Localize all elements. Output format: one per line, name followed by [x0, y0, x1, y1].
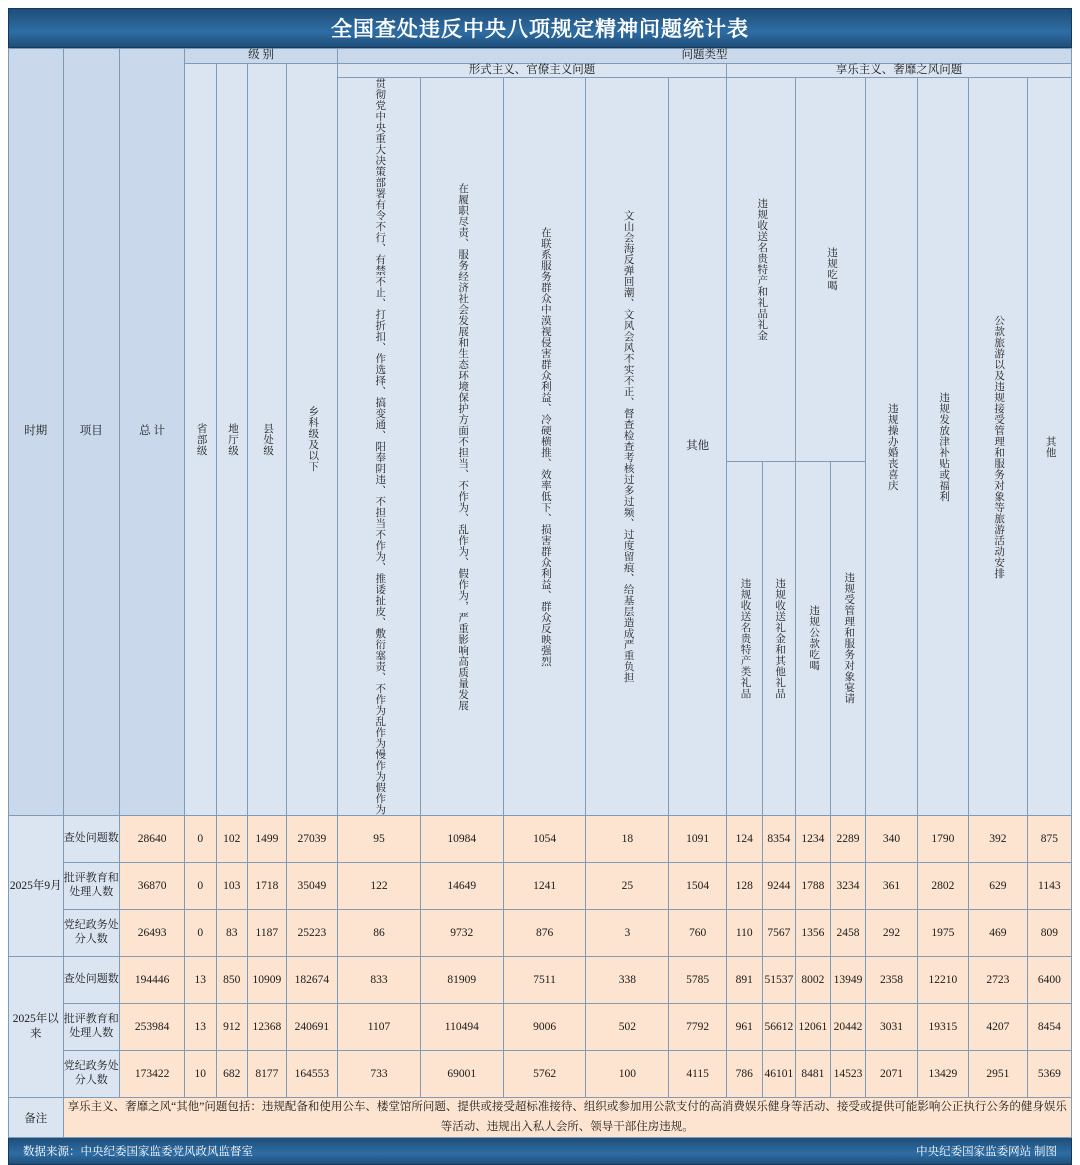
cell-hedonism-other: 6400 [1027, 957, 1071, 1004]
cell-prefecture: 103 [216, 863, 247, 910]
header-problem-type-group: 问题类型 [338, 49, 1072, 64]
cell-hedonism-other: 1143 [1027, 863, 1071, 910]
cell-formalism-4: 338 [586, 957, 669, 1004]
cell-prefecture: 850 [216, 957, 247, 1004]
cell-gifts-2: 56612 [762, 1004, 796, 1051]
note-text: 享乐主义、奢靡之风“其他”问题包括：违规配备和使用公车、楼堂馆所问题、提供或接受超标准接待、组织或参加用公款支付的高消费娱乐健身等活动、接受或提供可能影响公正执行公务的健身娱乐等活动、违规出入私人会所、领导干部住房违规。 [63, 1098, 1072, 1138]
row-item: 党纪政务处分人数 [63, 1051, 120, 1098]
cell-gifts-1: 961 [726, 1004, 762, 1051]
header-hedonism-travel: 公款旅游以及违规接受管理和服务对象等旅游活动安排 [969, 78, 1028, 816]
cell-hedonism-other: 875 [1027, 816, 1071, 863]
cell-prefecture: 83 [216, 910, 247, 957]
cell-formalism-4: 100 [586, 1051, 669, 1098]
cell-formalism-3: 1241 [503, 863, 586, 910]
cell-total: 28640 [120, 816, 185, 863]
table-row [9, 1051, 1072, 1098]
header-level-township: 乡科级及以下 [286, 63, 337, 816]
header-hedonism-allowances: 违规发放津补贴或福利 [917, 78, 968, 816]
table-footer [8, 1138, 1072, 1165]
cell-banquets: 2071 [866, 1051, 917, 1098]
cell-formalism-other: 4115 [669, 1051, 727, 1098]
cell-township: 182674 [286, 957, 337, 1004]
cell-formalism-1: 86 [338, 910, 421, 957]
cell-banquets: 340 [866, 816, 917, 863]
cell-gifts-2: 7567 [762, 910, 796, 957]
cell-dining-1: 8002 [796, 957, 831, 1004]
row-item: 党纪政务处分人数 [63, 910, 120, 957]
cell-formalism-other: 5785 [669, 957, 727, 1004]
cell-gifts-1: 891 [726, 957, 762, 1004]
row-period-2025-09: 2025年9月 [9, 816, 64, 957]
cell-travel: 2723 [969, 957, 1028, 1004]
cell-total: 36870 [120, 863, 185, 910]
cell-banquets: 2358 [866, 957, 917, 1004]
cell-formalism-3: 5762 [503, 1051, 586, 1098]
data-source: 数据来源：中央纪委国家监委党风政风监督室 [23, 1146, 253, 1159]
cell-dining-1: 1788 [796, 863, 831, 910]
cell-travel: 4207 [969, 1004, 1028, 1051]
header-hedonism-dining-group: 违规吃喝 [796, 78, 866, 462]
cell-formalism-2: 110494 [420, 1004, 503, 1051]
cell-county: 10909 [247, 957, 286, 1004]
row-item: 批评教育和处理人数 [63, 863, 120, 910]
cell-formalism-4: 25 [586, 863, 669, 910]
note-row [9, 1098, 1072, 1138]
cell-travel: 469 [969, 910, 1028, 957]
cell-county: 1187 [247, 910, 286, 957]
cell-formalism-3: 1054 [503, 816, 586, 863]
cell-township: 27039 [286, 816, 337, 863]
cell-township: 35049 [286, 863, 337, 910]
header-formalism-col-2: 在履职尽责、服务经济社会发展和生态环境保护方面不担当、不作为、乱作为、假作为，严重影响高质量发展 [420, 78, 503, 816]
header-hedonism-group: 享乐主义、奢靡之风问题 [726, 63, 1071, 78]
cell-gifts-1: 110 [726, 910, 762, 957]
cell-gifts-2: 46101 [762, 1051, 796, 1098]
cell-allowances: 1975 [917, 910, 968, 957]
header-total: 总 计 [120, 49, 185, 816]
cell-banquets: 3031 [866, 1004, 917, 1051]
cell-gifts-1: 128 [726, 863, 762, 910]
cell-formalism-other: 760 [669, 910, 727, 957]
cell-hedonism-other: 809 [1027, 910, 1071, 957]
cell-formalism-4: 502 [586, 1004, 669, 1051]
cell-township: 164553 [286, 1051, 337, 1098]
cell-dining-1: 1234 [796, 816, 831, 863]
table-row [9, 1004, 1072, 1051]
cell-hedonism-other: 8454 [1027, 1004, 1071, 1051]
header-formalism-col-other: 其他 [669, 78, 727, 816]
cell-county: 1718 [247, 863, 286, 910]
cell-gifts-2: 51537 [762, 957, 796, 1004]
cell-formalism-1: 122 [338, 863, 421, 910]
cell-gifts-2: 8354 [762, 816, 796, 863]
cell-formalism-2: 81909 [420, 957, 503, 1004]
header-hedonism-gifts-sub-2: 违规收送礼金和其他礼品 [762, 461, 796, 815]
cell-total: 26493 [120, 910, 185, 957]
cell-gifts-1: 124 [726, 816, 762, 863]
cell-province: 0 [185, 910, 216, 957]
header-hedonism-banquets: 违规操办婚丧喜庆 [866, 78, 917, 816]
header-period: 时期 [9, 49, 64, 816]
header-formalism-col-4: 文山会海反弹回潮、文风会风不实不正、督查检查考核过多过频、过度留痕、给基层造成严重负担 [586, 78, 669, 816]
cell-formalism-other: 7792 [669, 1004, 727, 1051]
header-hedonism-dining-sub-1: 违规公款吃喝 [796, 461, 831, 815]
cell-province: 13 [185, 1004, 216, 1051]
header-level-prefecture: 地厅级 [216, 63, 247, 816]
cell-hedonism-other: 5369 [1027, 1051, 1071, 1098]
header-hedonism-other: 其他 [1027, 78, 1071, 816]
header-hedonism-dining-sub-2: 违规受管理和服务对象宴请 [830, 461, 866, 815]
header-level-group: 级 别 [185, 49, 338, 64]
cell-travel: 629 [969, 863, 1028, 910]
header-hedonism-gifts-sub-1: 违规收送名贵特产类礼品 [726, 461, 762, 815]
cell-formalism-1: 833 [338, 957, 421, 1004]
cell-prefecture: 912 [216, 1004, 247, 1051]
table-row [9, 910, 1072, 957]
cell-banquets: 361 [866, 863, 917, 910]
cell-formalism-4: 18 [586, 816, 669, 863]
cell-gifts-1: 786 [726, 1051, 762, 1098]
producer-credit: 中央纪委国家监委网站 制图 [916, 1146, 1057, 1159]
cell-dining-2: 20442 [830, 1004, 866, 1051]
cell-total: 253984 [120, 1004, 185, 1051]
header-hedonism-gifts-group: 违规收送名贵特产和礼品礼金 [726, 78, 795, 462]
cell-formalism-3: 7511 [503, 957, 586, 1004]
cell-allowances: 12210 [917, 957, 968, 1004]
cell-dining-2: 2289 [830, 816, 866, 863]
cell-dining-1: 8481 [796, 1051, 831, 1098]
note-label: 备注 [9, 1098, 64, 1138]
row-item: 查处问题数 [63, 816, 120, 863]
cell-dining-2: 13949 [830, 957, 866, 1004]
cell-county: 12368 [247, 1004, 286, 1051]
cell-dining-2: 3234 [830, 863, 866, 910]
header-level-county: 县处级 [247, 63, 286, 816]
cell-travel: 2951 [969, 1051, 1028, 1098]
cell-county: 8177 [247, 1051, 286, 1098]
cell-province: 0 [185, 863, 216, 910]
table-row [9, 863, 1072, 910]
cell-allowances: 13429 [917, 1051, 968, 1098]
cell-formalism-other: 1091 [669, 816, 727, 863]
cell-township: 240691 [286, 1004, 337, 1051]
cell-allowances: 2802 [917, 863, 968, 910]
cell-formalism-1: 1107 [338, 1004, 421, 1051]
row-item: 查处问题数 [63, 957, 120, 1004]
cell-dining-1: 12061 [796, 1004, 831, 1051]
cell-formalism-2: 10984 [420, 816, 503, 863]
cell-province: 0 [185, 816, 216, 863]
header-level-province: 省部级 [185, 63, 216, 816]
header-formalism-col-1: 贯彻党中央重大决策部署有令不行、有禁不止、打折扣、作选择、搞变通、阳奉阴违、不担当不作为、推诿扯皮、敷衍塞责、不作为乱作为慢作为假作为 [338, 78, 421, 816]
table-row [9, 816, 1072, 863]
cell-dining-1: 1356 [796, 910, 831, 957]
cell-travel: 392 [969, 816, 1028, 863]
statistics-table [8, 48, 1072, 1138]
cell-allowances: 19315 [917, 1004, 968, 1051]
cell-township: 25223 [286, 910, 337, 957]
cell-formalism-2: 9732 [420, 910, 503, 957]
header-formalism-col-3: 在联系服务群众中漠视侵害群众利益、冷硬横推、效率低下、损害群众利益、群众反映强烈 [503, 78, 586, 816]
table-row [9, 957, 1072, 1004]
cell-banquets: 292 [866, 910, 917, 957]
cell-prefecture: 102 [216, 816, 247, 863]
cell-formalism-1: 95 [338, 816, 421, 863]
cell-formalism-1: 733 [338, 1051, 421, 1098]
cell-dining-2: 14523 [830, 1051, 866, 1098]
cell-formalism-2: 14649 [420, 863, 503, 910]
cell-total: 173422 [120, 1051, 185, 1098]
cell-allowances: 1790 [917, 816, 968, 863]
page-title-bar [8, 8, 1072, 48]
cell-province: 10 [185, 1051, 216, 1098]
cell-formalism-4: 3 [586, 910, 669, 957]
header-item: 项目 [63, 49, 120, 816]
cell-province: 13 [185, 957, 216, 1004]
row-period-2025-ytd: 2025年以来 [9, 957, 64, 1098]
page-title: 全国查处违反中央八项规定精神问题统计表 [331, 17, 749, 41]
row-item: 批评教育和处理人数 [63, 1004, 120, 1051]
cell-formalism-other: 1504 [669, 863, 727, 910]
cell-dining-2: 2458 [830, 910, 866, 957]
cell-formalism-3: 9006 [503, 1004, 586, 1051]
cell-prefecture: 682 [216, 1051, 247, 1098]
cell-formalism-3: 876 [503, 910, 586, 957]
cell-formalism-2: 69001 [420, 1051, 503, 1098]
header-formalism-group: 形式主义、官僚主义问题 [338, 63, 727, 78]
cell-total: 194446 [120, 957, 185, 1004]
cell-gifts-2: 9244 [762, 863, 796, 910]
cell-county: 1499 [247, 816, 286, 863]
